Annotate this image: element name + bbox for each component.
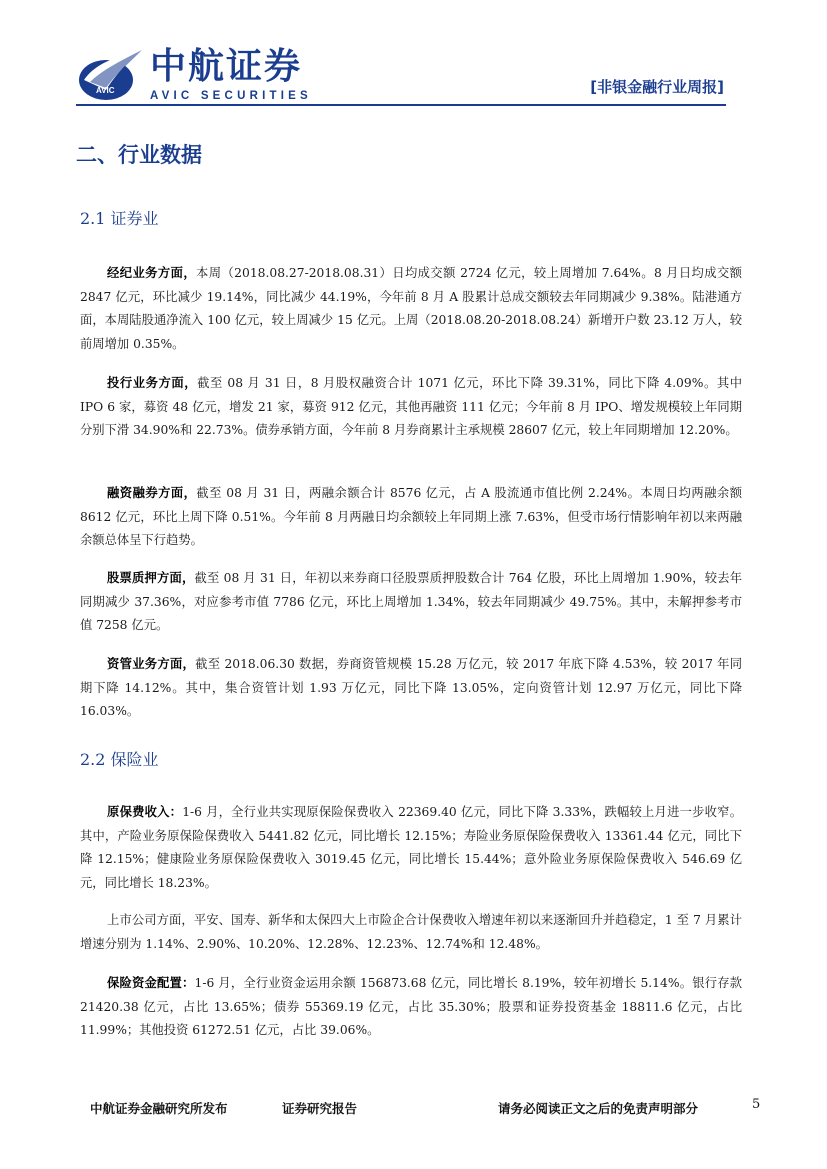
page-footer bbox=[0, 1092, 827, 1122]
footer-report-type: 证券研究报告 bbox=[282, 1101, 358, 1116]
page-header bbox=[0, 0, 827, 110]
footer-publisher: 中航证券金融研究所发布 bbox=[90, 1101, 228, 1116]
report-tag: [非银金融行业周报] bbox=[590, 78, 724, 96]
text-premium-income: 1-6 月，全行业共实现原保险保费收入 22369.40 亿元，同比下降 3.33%，跌幅较上月进一步收窄。其中，产险业务原保险保费收入 5441.82 亿元，同比增长 12.15%；寿险业务原保险保费收入 13361.44 亿元，同比下降 12.15%；健康险业务原保险保费收入 3019.45 亿元，同比增长 15.44%；意外险业务原保险保费收入 546.69 亿元，同比增长 18.23%。 bbox=[80, 805, 742, 890]
paragraph-fund-allocation bbox=[80, 972, 742, 1043]
brand-name-en: AVIC SECURITIES bbox=[150, 90, 312, 102]
label-margin-trading: 融资融券方面， bbox=[107, 486, 197, 500]
header-divider bbox=[76, 104, 726, 106]
label-premium-income: 原保费收入： bbox=[107, 805, 183, 819]
paragraph-listed-companies bbox=[80, 909, 742, 956]
paragraph-premium-income bbox=[80, 801, 742, 895]
logo-text: AVIC bbox=[96, 86, 115, 95]
section-title: 二、行业数据 bbox=[76, 143, 202, 167]
subsection-title-securities: 2.1 证券业 bbox=[80, 209, 159, 228]
text-stock-pledge: 截至 08 月 31 日，年初以来券商口径股票质押股数合计 764 亿股，环比上周增加 1.90%，较去年同期减少 37.36%，对应参考市值 7786 亿元，环比上周增加 1.34%，较去年同期减少 49.75%。其中，未解押参考市值 7258 亿元。 bbox=[80, 571, 742, 632]
brand-name: 中航证券 bbox=[150, 46, 303, 87]
paragraph-brokerage bbox=[80, 262, 742, 356]
label-investment-banking: 投行业务方面， bbox=[107, 376, 198, 390]
page-number: 5 bbox=[752, 1097, 761, 1112]
label-fund-allocation: 保险资金配置： bbox=[107, 976, 195, 990]
avic-logo-icon bbox=[76, 44, 146, 104]
text-listed-companies: 上市公司方面，平安、国寿、新华和太保四大上市险企合计保费收入增速年初以来逐渐回升并趋稳定，1 至 7 月累计增速分别为 1.14%、2.90%、10.20%、12.28%、12.23%、12.74%和 12.48%。 bbox=[80, 913, 742, 951]
label-stock-pledge: 股票质押方面， bbox=[107, 571, 195, 585]
text-fund-allocation: 1-6 月，全行业资金运用余额 156873.68 亿元，同比增长 8.19%，较年初增长 5.14%。银行存款 21420.38 亿元，占比 13.65%；债券 55369.19 亿元，占比 35.30%；股票和证券投资基金 18811.6 亿元，占比 11.99%；其他投资 61272.51 亿元，占比 39.06%。 bbox=[80, 976, 742, 1037]
subsection-title-insurance: 2.2 保险业 bbox=[80, 750, 159, 769]
text-brokerage: 本周（2018.08.27-2018.08.31）日均成交额 2724 亿元，较上周增加 7.64%。8 月日均成交额 2847 亿元，环比减少 19.14%，同比减少 44.19%，今年前 8 月 A 股累计总成交额较去年同期减少 9.38%。陆港通方面，本周陆股通净流入 100 亿元，较上周减少 15 亿元。上周（2018.08.20-2018.08.24）新增开户数 23.12 万人，较前周增加 0.35%。 bbox=[80, 266, 742, 351]
text-asset-management: 截至 2018.06.30 数据，券商资管规模 15.28 万亿元，较 2017 年底下降 4.53%，较 2017 年同期下降 14.12%。其中，集合资管计划 1.93 万亿元，同比下降 13.05%，定向资管计划 12.97 万亿元，同比下降 16.03%。 bbox=[80, 657, 742, 718]
paragraph-investment-banking bbox=[80, 372, 742, 443]
label-brokerage: 经纪业务方面， bbox=[107, 266, 197, 280]
text-investment-banking: 截至 08 月 31 日，8 月股权融资合计 1071 亿元，环比下降 39.31%，同比下降 4.09%。其中 IPO 6 家，募资 48 亿元，增发 21 家，募资 912 亿元，其他再融资 111 亿元；今年前 8 月 IPO、增发规模较上年同期分别下滑 34.90%和 22.73%。债券承销方面，今年前 8 月券商累计主承规模 28607 亿元，较上年同期增加 12.20%。 bbox=[80, 376, 742, 437]
text-margin-trading: 截至 08 月 31 日，两融余额合计 8576 亿元，占 A 股流通市值比例 2.24%。本周日均两融余额 8612 亿元，环比上周下降 0.51%。今年前 8 月两融日均余额较上年同期上涨 7.63%，但受市场行情影响年初以来两融余额总体呈下行趋势。 bbox=[80, 486, 742, 547]
paragraph-asset-management bbox=[80, 653, 742, 724]
label-asset-management: 资管业务方面， bbox=[107, 657, 196, 671]
paragraph-stock-pledge bbox=[80, 567, 742, 638]
paragraph-margin-trading bbox=[80, 482, 742, 553]
footer-disclaimer: 请务必阅读正文之后的免责声明部分 bbox=[498, 1101, 699, 1116]
